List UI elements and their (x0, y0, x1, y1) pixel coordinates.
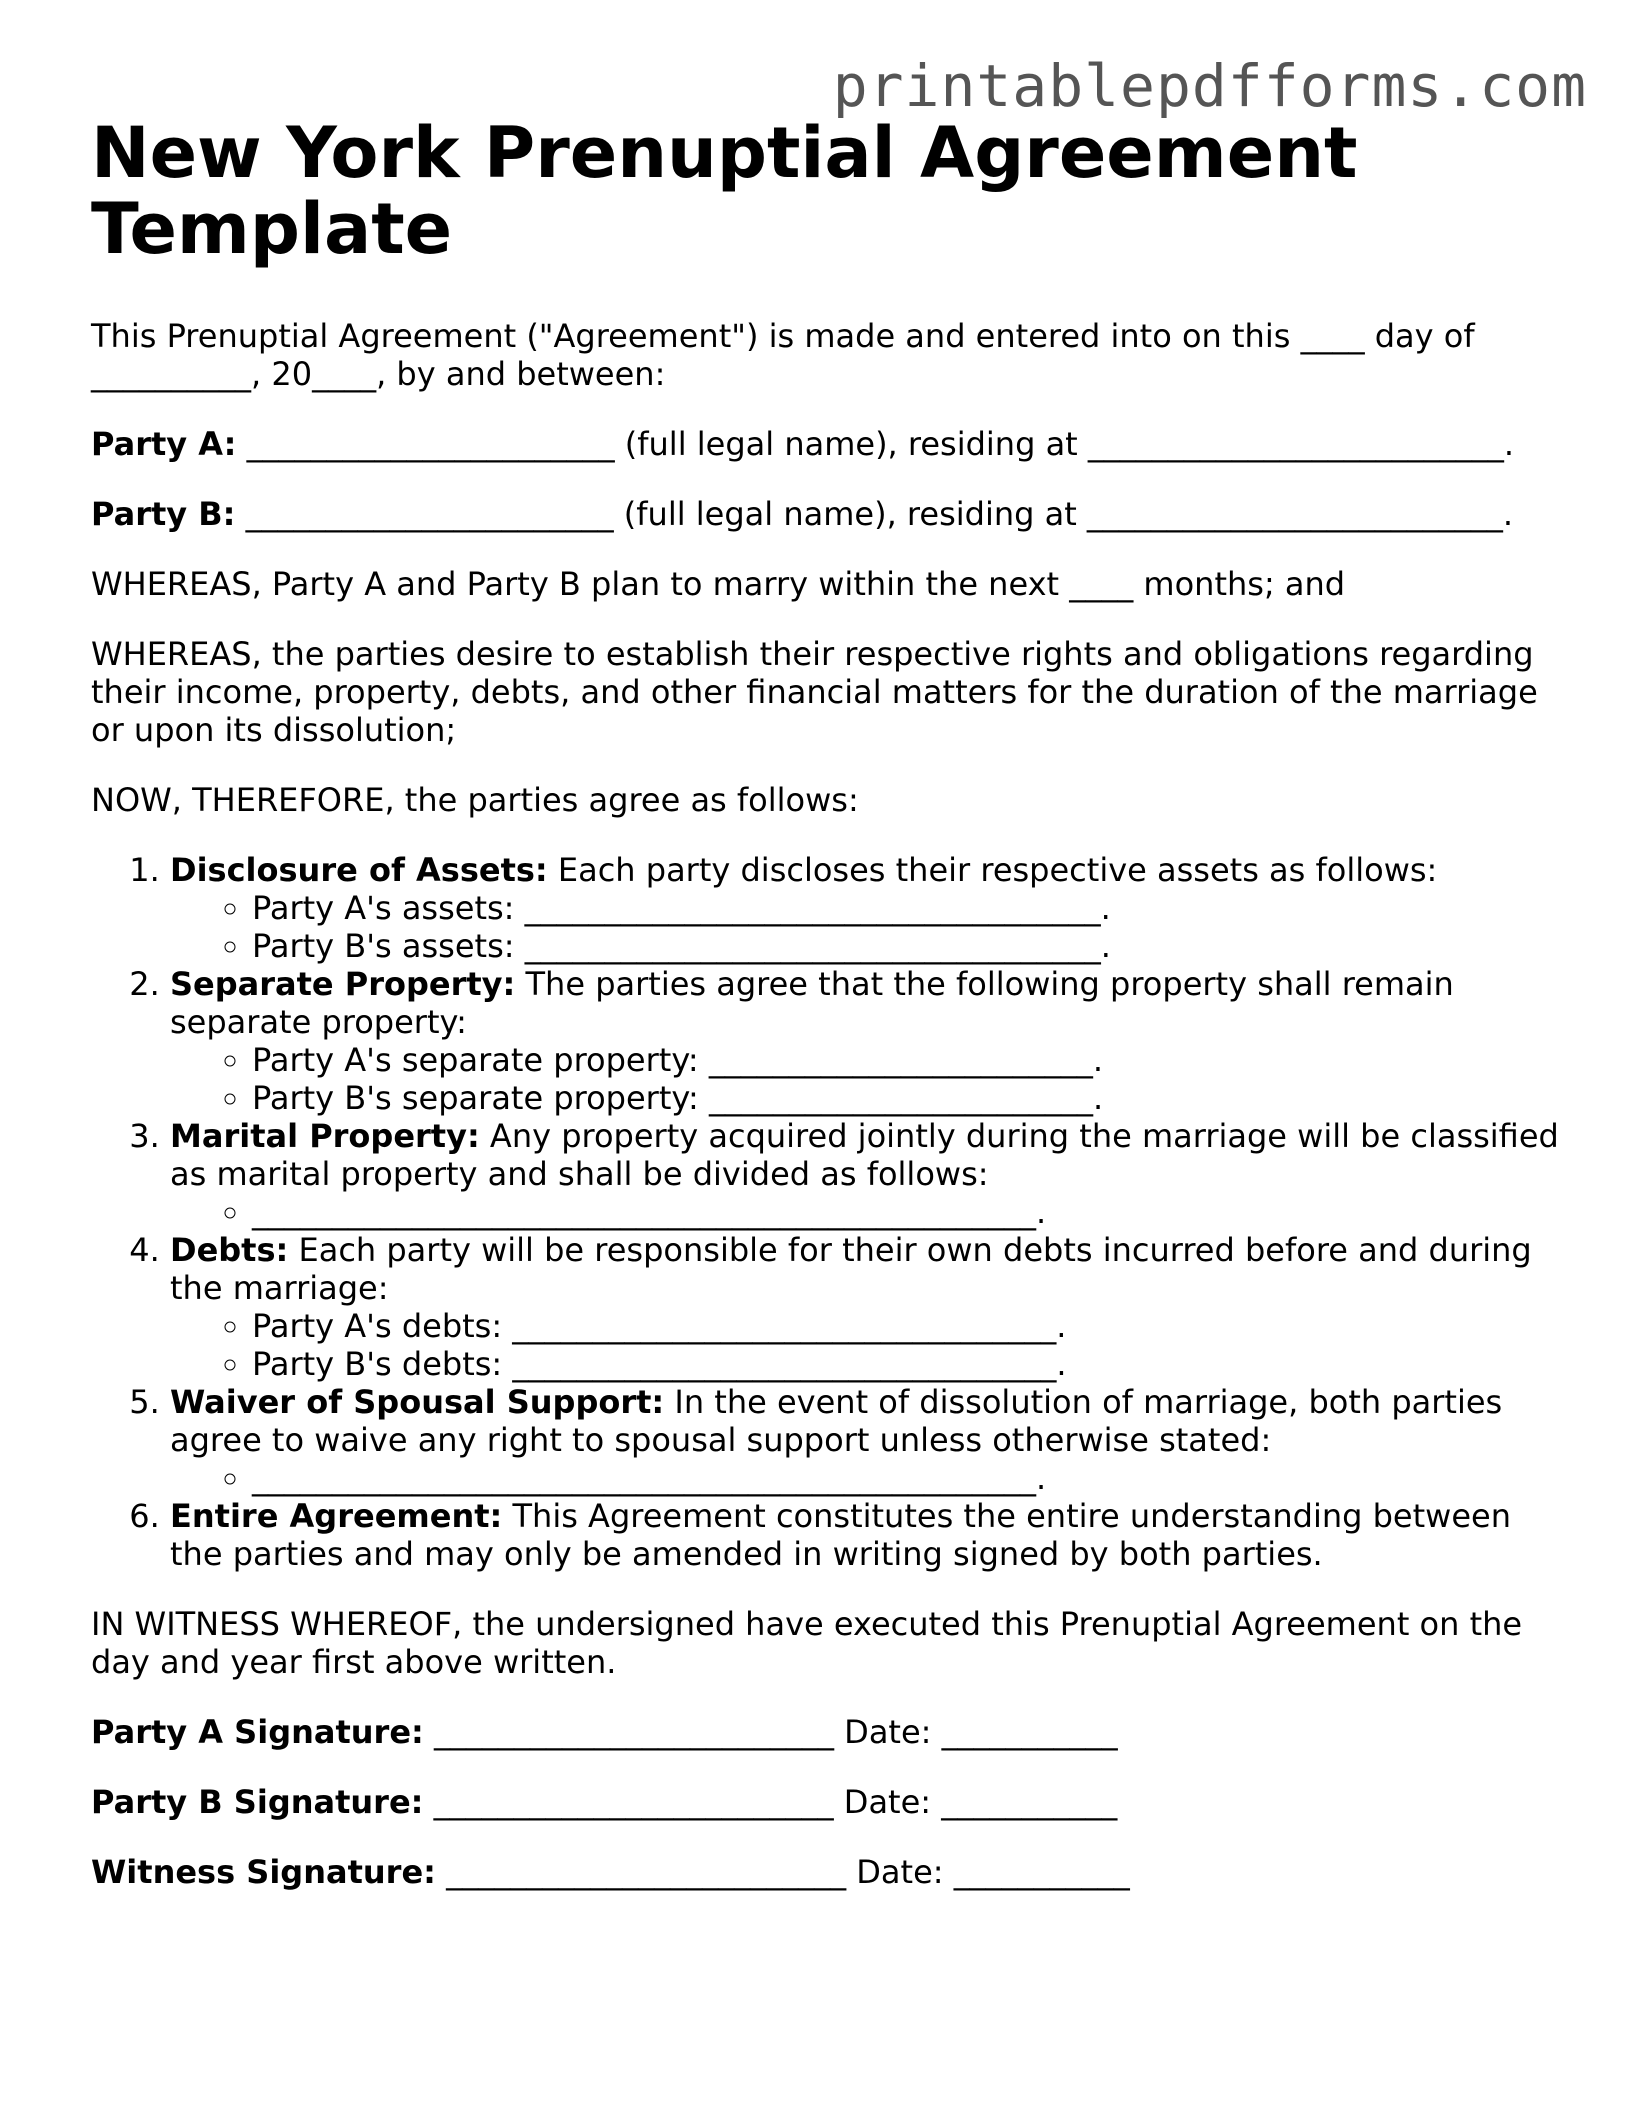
party-a-label: Party A: (91, 425, 237, 464)
clause-sublist (170, 1041, 1561, 1117)
clause-heading: Disclosure of Assets: (170, 851, 548, 890)
clause-waiver-of-spousal-support (170, 1383, 1561, 1497)
list-item: ◦ _________________________________________________. (252, 1459, 1561, 1497)
now-therefore-paragraph: NOW, THEREFORE, the parties agree as follows: (91, 781, 859, 820)
clause-marital-property (170, 1117, 1561, 1231)
whereas-rights-paragraph: WHEREAS, the parties desire to establish their respective rights and obligations regarding their income, property, debts, and other financial matters for the duration of the marriage or upon its dissolution; (91, 635, 1538, 750)
clause-text: The parties agree that the following property shall remain separate property: (170, 965, 1454, 1042)
clause-heading: Separate Property: (170, 965, 516, 1004)
clause-separate-property (170, 965, 1561, 1117)
party-a-text: _______________________ (full legal name), residing at __________________________. (236, 425, 1515, 464)
party-b-line (91, 495, 1561, 533)
page-title: New York Prenuptial Agreement Template (91, 112, 1358, 270)
clause-list (91, 851, 1561, 1573)
witness-clause-paragraph: IN WITNESS WHEREOF, the undersigned have executed this Prenuptial Agreement on the day and year first above written. (91, 1605, 1523, 1682)
signature-text: _________________________ Date: ___________ (423, 1713, 1118, 1752)
signature-text: _________________________ Date: ___________ (423, 1783, 1118, 1822)
signature-text: _________________________ Date: ___________ (435, 1853, 1130, 1892)
clause-heading: Entire Agreement: (170, 1497, 503, 1536)
clause-text: Any property acquired jointly during the marriage will be classified as marital property and shall be divided as follows: (170, 1117, 1559, 1194)
list-item: ◦ Party B's debts: __________________________________. (252, 1345, 1561, 1383)
clause-sublist (170, 1193, 1561, 1231)
clause-debts (170, 1231, 1561, 1383)
document-body (91, 112, 1561, 1923)
signature-label: Party A Signature: (91, 1713, 424, 1752)
list-item: ◦ Party A's assets: ____________________________________. (252, 889, 1561, 927)
clause-sublist (170, 1307, 1561, 1383)
signature-line-witness (91, 1853, 1561, 1891)
intro-paragraph: This Prenuptial Agreement ("Agreement") is made and entered into on this ____ day of __________, 20____, by and between: (91, 317, 1475, 394)
clause-heading: Marital Property: (170, 1117, 480, 1156)
clause-text: In the event of dissolution of marriage, both parties agree to waive any right to spousal support unless otherwise stated: (170, 1383, 1503, 1460)
signature-label: Party B Signature: (91, 1783, 424, 1822)
clause-sublist (170, 889, 1561, 965)
party-a-line (91, 425, 1561, 463)
list-item: ◦ Party B's separate property: ________________________. (252, 1079, 1561, 1117)
list-item: ◦ Party B's assets: ____________________________________. (252, 927, 1561, 965)
signature-line-party-a (91, 1713, 1561, 1751)
clause-entire-agreement (170, 1497, 1561, 1573)
list-item: ◦ Party A's separate property: ________________________. (252, 1041, 1561, 1079)
whereas-marry-paragraph: WHEREAS, Party A and Party B plan to marry within the next ____ months; and (91, 565, 1346, 604)
signature-label: Witness Signature: (91, 1853, 436, 1892)
list-item: ◦ Party A's debts: __________________________________. (252, 1307, 1561, 1345)
signature-line-party-b (91, 1783, 1561, 1821)
party-b-text: _______________________ (full legal name), residing at __________________________. (235, 495, 1514, 534)
clause-text: Each party discloses their respective assets as follows: (547, 851, 1438, 890)
clause-heading: Waiver of Spousal Support: (170, 1383, 665, 1422)
list-item: ◦ _________________________________________________. (252, 1193, 1561, 1231)
watermark: printablepdfforms.com (832, 52, 1587, 120)
party-b-label: Party B: (91, 495, 236, 534)
clause-text: Each party will be responsible for their own debts incurred before and during the marriage: (170, 1231, 1532, 1308)
clause-disclosure-of-assets (170, 851, 1561, 965)
clause-text: This Agreement constitutes the entire understanding between the parties and may only be amended in writing signed by both parties. (170, 1497, 1511, 1574)
clause-sublist (170, 1459, 1561, 1497)
clause-heading: Debts: (170, 1231, 289, 1270)
